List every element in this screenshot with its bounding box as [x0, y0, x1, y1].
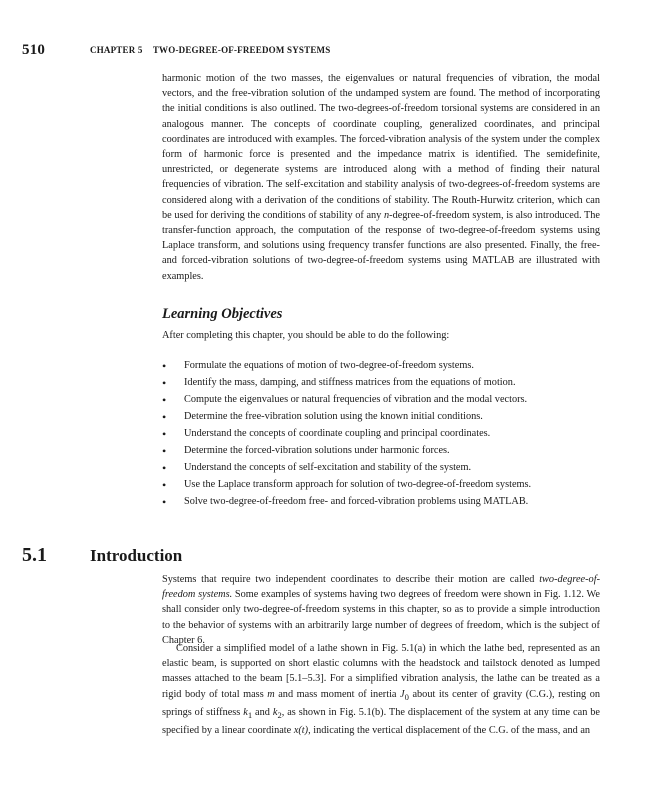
bullet-icon: •: [162, 376, 167, 390]
bullet-icon: •: [162, 410, 167, 424]
learning-objective-text: Identify the mass, damping, and stiffness matrices from the equations of motion.: [184, 377, 516, 388]
bullet-icon: •: [162, 393, 167, 407]
learning-objectives-list: [162, 357, 600, 510]
learning-objectives-heading: Learning Objectives: [162, 306, 283, 322]
section-p2-text-d: and: [252, 706, 273, 718]
learning-objective-item: [162, 442, 600, 459]
section-p2-text-a: Consider a simplified model of a lathe shown in Fig. 5.1(a) in which the lathe bed, represented as an elastic beam, is supported on short elastic columns with the headstock and tailstock denoted as lumped masses attached to the beam [5.1–5.3]. For a simplified vibration analysis, the lathe can be treated as a rigid body of total mass: [162, 643, 600, 700]
bullet-icon: •: [162, 495, 167, 509]
intro-text-2: -degree-of-freedom system, is also introduced. The transfer-function approach, the computation of the response of two-degree-of-freedom systems using Laplace transform, and solutions using frequency transfer functions are also presented. Finally, the free- and forced-vibration solutions of two-degree-of-freedom systems using MATLAB are illustrated with examples.: [162, 209, 600, 282]
symbol-m: m: [267, 688, 275, 700]
section-title: Introduction: [90, 546, 183, 565]
learning-objective-item: [162, 408, 600, 425]
learning-objective-item: [162, 357, 600, 374]
symbol-xt: x(t): [293, 725, 309, 737]
section-p2-text-f: , indicating the vertical displacement of the C.G. of the mass, and an: [308, 725, 591, 737]
learning-objective-text: Solve two-degree-of-freedom free- and forced-vibration problems using MATLAB.: [184, 496, 529, 507]
chapter-label: CHAPTER 5: [90, 45, 143, 55]
learning-objective-item: [162, 391, 600, 408]
learning-objective-item: [162, 493, 600, 510]
symbol-k1-sub: 1: [247, 709, 253, 720]
symbol-k1: k: [243, 706, 248, 718]
bullet-icon: •: [162, 444, 167, 458]
learning-objective-item: [162, 425, 600, 442]
section-paragraph-2: [162, 641, 600, 738]
learning-objective-text: Determine the free-vibration solution using the known initial conditions.: [184, 411, 483, 422]
section-p2-text-c: about its center of gravity (C.G.), resting on springs of stiffness: [162, 688, 600, 718]
learning-objective-text: Use the Laplace transform approach for solution of two-degree-of-freedom systems.: [184, 479, 532, 490]
page-number: 510: [22, 42, 46, 58]
symbol-J0: J: [400, 688, 405, 700]
bullet-icon: •: [162, 461, 167, 475]
learning-objective-text: Compute the eigenvalues or natural frequencies of vibration and the modal vectors.: [184, 394, 528, 405]
intro-paragraph: [162, 71, 600, 284]
bullet-icon: •: [162, 427, 167, 441]
bullet-icon: •: [162, 359, 167, 373]
section-p1-text-b: Some examples of systems having two degrees of freedom were shown in Fig. 1.12. We shall consider only two-degree-of-freedom systems in this chapter, so as to provide a simple introduction to the behavior of systems with an arbitrarily large number of degrees of freedom, which is the subject of Chapter 6.: [162, 589, 600, 646]
learning-objective-text: Formulate the equations of motion of two-degree-of-freedom systems.: [184, 360, 474, 371]
learning-objective-item: [162, 476, 600, 493]
symbol-k2: k: [272, 706, 278, 718]
learning-objective-text: Understand the concepts of coordinate coupling and principal coordinates.: [184, 428, 491, 439]
intro-text-1: harmonic motion of the two masses, the eigenvalues or natural frequencies of vibration, the modal vectors, and the free-vibration solution of the undamped system are found. The method of incorporating the initial conditions is also outlined. The two-degrees-of-freedom torsional systems are considered in an analogous manner. The concepts of coordinate coupling, generalized coordinates, and principal coordinates are introduced with examples. The forced-vibration analysis of the system under the complex form of harmonic force is presented and the impedance matrix is identified. The semidefinite, unrestricted, or degenerate systems are introduced along with a method of finding their natural frequencies of vibration. The self-excitation and stability analysis of two-degrees-of-freedom systems are considered along with a derivation of the conditions of stability. The Routh-Hurwitz criterion, which can be used for deriving the conditions of stability of any: [162, 73, 600, 221]
symbol-k2-sub: 2: [277, 709, 282, 720]
running-head: [90, 45, 330, 55]
section-number: 5.1: [22, 544, 47, 566]
section-p2-text-e: , as shown in Fig. 5.1(b). The displacement of the system at any time can be specified by a linear coordinate: [162, 706, 600, 737]
bullet-icon: •: [162, 478, 167, 492]
section-p2-text-b: and mass moment of inertia: [274, 688, 401, 700]
section-p1-italic: two-degree-of-freedom systems.: [162, 574, 600, 601]
chapter-title: TWO-DEGREE-OF-FREEDOM SYSTEMS: [152, 45, 331, 55]
learning-objective-text: Understand the concepts of self-excitation and stability of the system.: [184, 462, 472, 473]
learning-objective-item: [162, 459, 600, 476]
learning-objective-item: [162, 374, 600, 391]
section-paragraph-1: [162, 572, 600, 648]
symbol-J0-sub: 0: [404, 691, 409, 702]
learning-objective-text: Determine the forced-vibration solutions under harmonic forces.: [184, 445, 450, 456]
section-p1-text-a: Systems that require two independent coordinates to describe their motion are called: [162, 574, 540, 585]
learning-objectives-intro: After completing this chapter, you should be able to do the following:: [162, 330, 450, 341]
intro-italic-n: n: [383, 209, 390, 221]
